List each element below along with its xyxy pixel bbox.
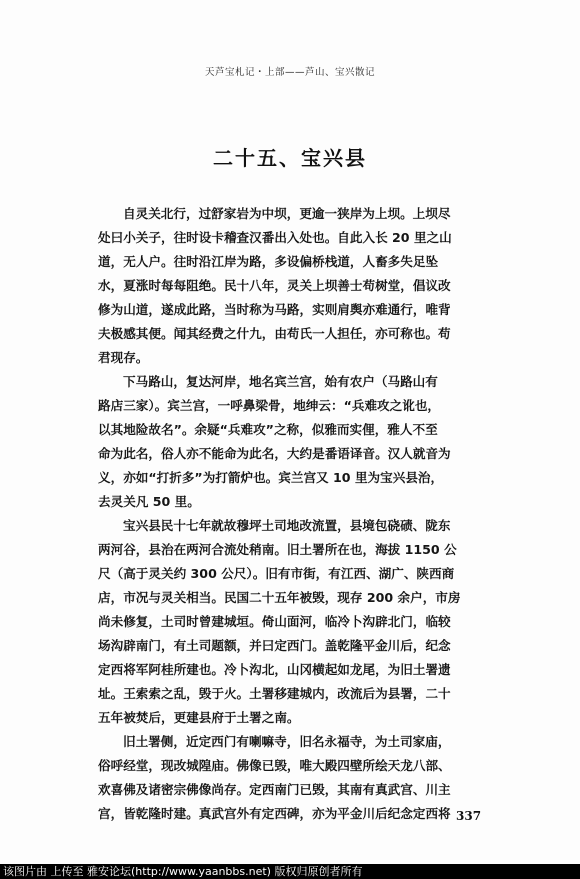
text-line: 下马路山，复达河岸，地名宾兰宫，始有农户（马路山有	[123, 374, 438, 389]
text-line: 店，市况与灵关相当。民国二十五年被毁，现存 200 余户，市房	[98, 590, 461, 605]
text-line: 夫极感其便。闻其经费之什九，由苟氏一人担任，亦可称也。苟	[98, 326, 451, 341]
text-line: 场沟辟南门，有土司题额，并曰定西门。盖乾隆平金川后，纪念	[98, 638, 451, 653]
text-line: 宫，皆乾隆时建。真武宫外有定西碑，亦为平金川后纪念定西将	[98, 806, 451, 821]
text-line: 修为山道，遂成此路，当时称为马路，实则肩舆亦难通行，唯背	[98, 302, 451, 317]
text-line: 处曰小关子，往时设卡稽查汉番出入处也。自此入长 20 里之山	[98, 230, 452, 245]
text-line: 路店三家）。宾兰宫，一呼鼻梁骨，地绅云：“兵难攻之讹也，	[98, 398, 441, 413]
text-line: 尺（高于灵关约 300 公尺）。旧有市街，有江西、湖广、陕西商	[98, 566, 455, 581]
footer-watermark-bar: 该图片由 上传至 雅安论坛(http://www.yaanbbs.net) 版权归原创者所有	[0, 864, 580, 879]
text-line: 定西将军阿桂所建也。冷卜沟北，山冈横起如龙尾，为旧土署遗	[98, 662, 451, 677]
running-header: 天芦宝札记・上部——芦山、宝兴散记	[204, 67, 375, 78]
text-line: 水，夏涨时每每阻绝。民十八年，灵关上坝善士苟树堂，倡议改	[98, 278, 451, 293]
text-line: 欢喜佛及诸密宗佛像尚存。定西南门已毁，其南有真武宫、川主	[98, 782, 451, 797]
text-line: 宝兴县民十七年就故穆坪土司地改流置，县境包硗碛、陇东	[123, 518, 451, 533]
text-line: 义，亦如“打折多”为打箭炉也。宾兰宫又 10 里为宝兴县治，	[98, 470, 444, 485]
text-line: 以其地险故名”。余疑“兵难攻”之称，似雅而实俚，雅人不至	[98, 422, 438, 437]
text-line: 俗呼经堂，现改城隍庙。佛像已毁，唯大殿四壁所绘天龙八部、	[98, 758, 451, 773]
text-line: 尚未修复，土司时曾建城垣。倚山面河，临冷卜沟辟北门，临较	[98, 614, 451, 629]
body-text	[98, 202, 498, 826]
text-line: 旧土署侧，近定西门有喇嘛寺，旧名永福寺，为土司家庙，	[123, 734, 451, 749]
text-line: 君现存。	[98, 350, 149, 365]
text-line: 道，无人户。往时沿江岸为路，多设偏桥栈道，人畜多失足坠	[98, 254, 439, 269]
text-line: 自灵关北行，过舒家岩为中坝，更逾一狭岸为上坝。上坝尽	[123, 206, 451, 221]
text-line: 去灵关凡 50 里。	[98, 494, 200, 509]
text-line: 址。王索索之乱，毁于火。土署移建城内，改流后为县署，二十	[98, 686, 451, 701]
page-number: 337	[456, 809, 482, 823]
text-line: 命为此名，俗人亦不能命为此名，大约是番语译音。汉人就音为	[98, 446, 451, 461]
chapter-title: 二十五、宝兴县	[213, 146, 367, 170]
text-line: 两河谷，县治在两河合流处稍南。旧土署所在也，海拔 1150 公	[98, 542, 457, 557]
text-line: 五年被焚后，更建县府于土署之南。	[98, 710, 300, 725]
